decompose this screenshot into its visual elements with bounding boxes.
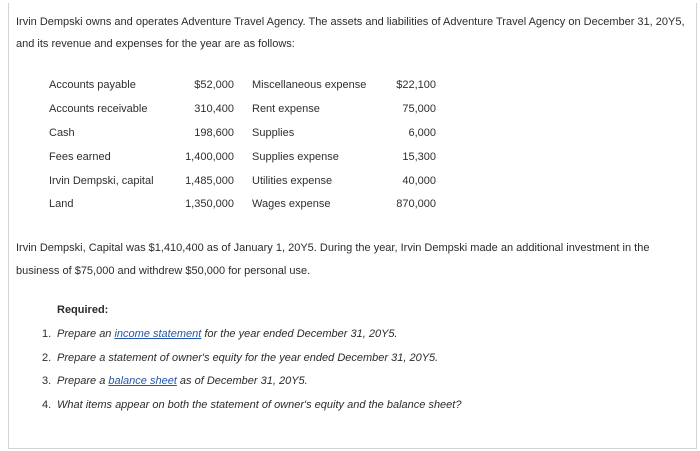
account-value: 75,000 <box>402 103 436 115</box>
capital-info-paragraph <box>16 237 686 283</box>
requirement-text: as of December 31, 20Y5. <box>176 375 308 388</box>
account-label: Fees earned <box>49 151 111 163</box>
account-value: 310,400 <box>194 103 234 115</box>
account-label: Wages expense <box>252 198 331 210</box>
balance-sheet-link[interactable]: balance sheet <box>108 375 177 388</box>
requirement-item <box>42 370 461 394</box>
account-value: 1,350,000 <box>185 198 234 210</box>
account-label: Cash <box>49 127 75 139</box>
requirement-text: What items appear on both the statement of owner's equity and the balance sheet? <box>57 398 462 411</box>
account-label: Utilities expense <box>252 175 333 187</box>
requirement-number: 3. <box>42 375 52 388</box>
account-label: Accounts payable <box>49 79 136 91</box>
account-label: Accounts receivable <box>49 103 148 115</box>
income-statement-link[interactable]: income statement <box>114 328 202 340</box>
requirement-number: 4. <box>42 398 52 411</box>
account-value: 6,000 <box>408 127 436 139</box>
account-value: 1,485,000 <box>185 175 234 187</box>
account-value: 870,000 <box>396 198 436 210</box>
account-label: Irvin Dempski, capital <box>49 175 154 187</box>
account-label: Supplies expense <box>252 151 339 163</box>
requirement-text: Prepare an <box>57 328 115 340</box>
intro-paragraph <box>16 11 686 55</box>
account-label: Supplies <box>252 127 295 139</box>
required-heading: Required: <box>57 304 109 316</box>
requirement-text: for the year ended December 31, 20Y5. <box>201 328 398 340</box>
account-value: 198,600 <box>194 127 234 139</box>
capital-info-line-2: business of $75,000 and withdrew $50,000 for personal use. <box>16 265 311 277</box>
account-label: Rent expense <box>252 103 320 115</box>
account-value: $52,000 <box>194 79 234 91</box>
intro-line-1: Irvin Dempski owns and operates Adventure Travel Agency. The assets and liabilities of Adventure Travel Agency on December 31, 20Y5, <box>16 16 685 28</box>
account-label: Miscellaneous expense <box>252 79 367 91</box>
requirement-item <box>42 394 461 418</box>
requirement-item <box>42 323 461 347</box>
requirement-text: Prepare a statement of owner's equity for the year ended December 31, 20Y5. <box>57 351 439 364</box>
account-value: 1,400,000 <box>185 151 234 163</box>
requirement-text: Prepare a <box>57 375 109 388</box>
account-value: 40,000 <box>402 175 436 187</box>
requirement-item <box>42 347 461 371</box>
requirement-number: 1. <box>42 328 52 340</box>
account-value: 15,300 <box>402 151 436 163</box>
account-label: Land <box>49 198 74 210</box>
intro-line-2: and its revenue and expenses for the year are as follows: <box>16 38 295 50</box>
account-value: $22,100 <box>396 79 436 91</box>
requirement-number: 2. <box>42 351 52 364</box>
capital-info-line-1: Irvin Dempski, Capital was $1,410,400 as of January 1, 20Y5. During the year, Irvin Dempski made an additional investment in the <box>16 242 650 254</box>
requirements-list <box>42 323 461 417</box>
